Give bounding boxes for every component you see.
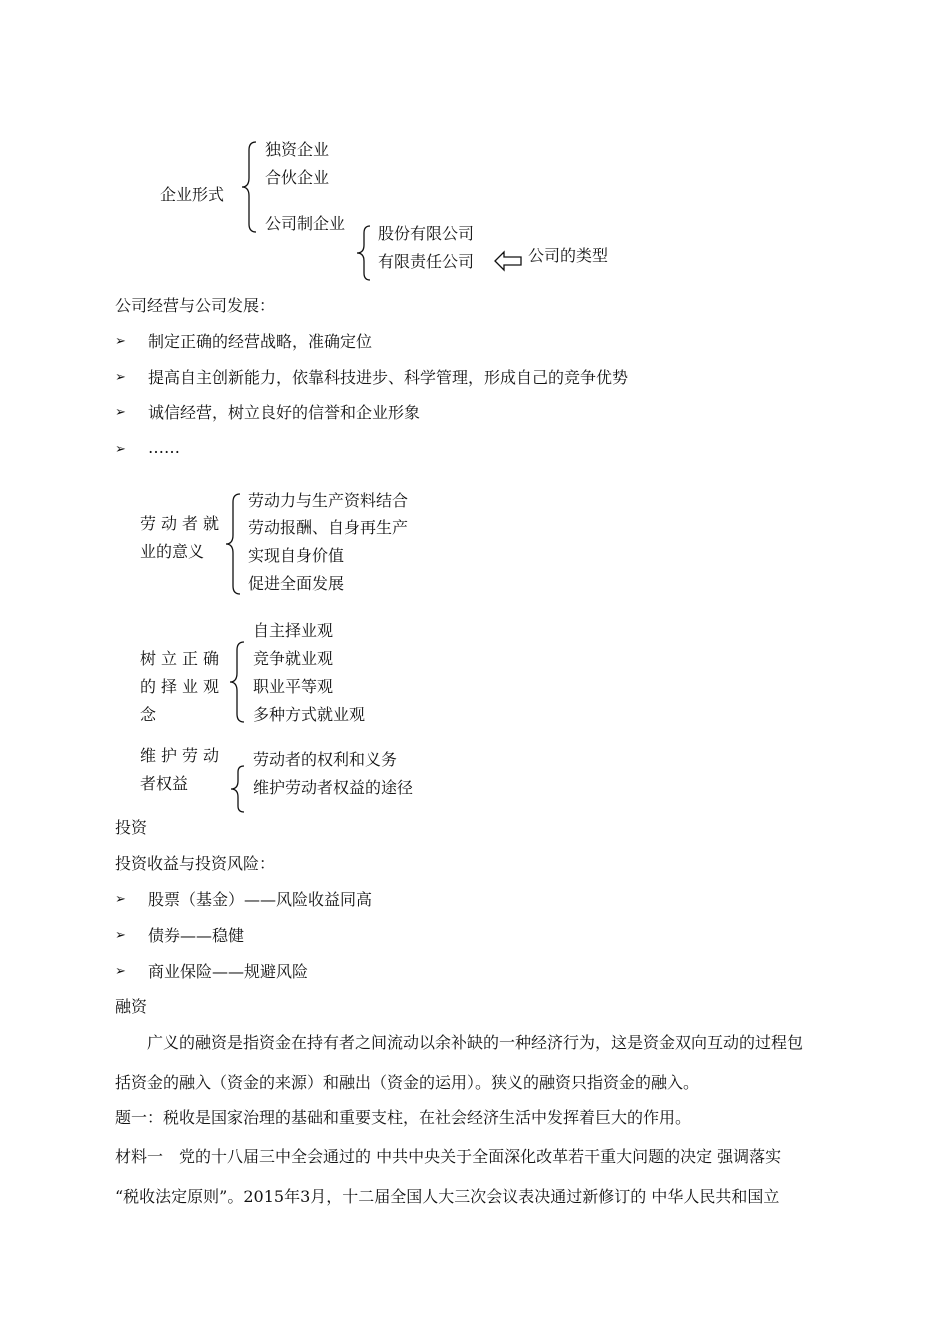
investment-title: 投资 [115,818,148,837]
operation-bullet: 提高自主创新能力，依靠科技进步、科学管理，形成自己的竞争优势 [148,368,629,387]
investment-bullet: 商业保险——规避风险 [148,962,309,981]
employment-item: 实现自身价值 [248,546,345,565]
left-brace-icon [224,492,244,596]
employment-label-line: 劳动者就 [140,514,225,533]
arrowhead-bullet-icon: ➢ [115,928,126,943]
hollow-left-arrow-icon [494,250,522,272]
question-line: 题一：税收是国家治理的基础和重要支柱，在社会经济生活中发挥着巨大的作用。 [115,1108,692,1127]
rights-item: 维护劳动者权益的途径 [253,778,414,797]
left-brace-icon [228,764,248,814]
company-type-item: 股份有限公司 [378,224,475,243]
company-type-arrow-label: 公司的类型 [528,246,609,265]
enterprise-label: 企业形式 [160,185,225,204]
left-brace-icon [240,140,260,234]
arrowhead-bullet-icon: ➢ [115,334,126,349]
arrowhead-bullet-icon: ➢ [115,964,126,979]
operation-bullet: 制定正确的经营战略，准确定位 [148,332,373,351]
operation-bullet: 诚信经营，树立良好的信誉和企业形象 [148,403,421,422]
rights-label-line: 维护劳动 [140,746,225,765]
arrowhead-bullet-icon: ➢ [115,892,126,907]
employment-item: 促进全面发展 [248,574,345,593]
arrowhead-bullet-icon: ➢ [115,442,126,457]
company-type-item: 有限责任公司 [378,252,475,271]
investment-bullet: 债券——稳健 [148,926,245,945]
employment-item: 劳动报酬、自身再生产 [248,518,409,537]
financing-title: 融资 [115,997,148,1016]
operation-bullet: …… [148,438,180,457]
material-line: “税收法定原则”。2015年3月，十二届全国人大三次会议表决通过新修订的 中华人民共和国立 [115,1187,780,1206]
career-item: 职业平等观 [253,677,334,696]
career-label-line: 树立正确 [140,649,225,668]
investment-bullet: 股票（基金）——风险收益同高 [148,890,373,909]
financing-paragraph-line: 括资金的融入（资金的来源）和融出（资金的运用）。狭义的融资只指资金的融入。 [115,1073,700,1092]
financing-paragraph-line: 广义的融资是指资金在持有者之间流动以余补缺的一种经济行为，这是资金双向互动的过程包 [147,1033,804,1052]
investment-heading: 投资收益与投资风险： [115,854,276,873]
enterprise-item: 公司制企业 [265,214,346,233]
career-item: 多种方式就业观 [253,705,366,724]
career-label-line: 的择业观 [140,677,225,696]
arrowhead-bullet-icon: ➢ [115,370,126,385]
left-brace-icon [228,640,248,724]
enterprise-item: 合伙企业 [265,168,330,187]
material-line: 材料一 党的十八届三中全会通过的 中共中央关于全面深化改革若干重大问题的决定 强调落实 [115,1147,782,1166]
left-brace-icon [354,224,374,282]
employment-label-line: 业的意义 [140,542,205,561]
operation-heading: 公司经营与公司发展： [115,296,276,315]
rights-label-line: 者权益 [140,774,189,793]
career-item: 自主择业观 [253,621,334,640]
career-item: 竞争就业观 [253,649,334,668]
career-label-line: 念 [140,705,157,724]
rights-item: 劳动者的权利和义务 [253,750,398,769]
employment-item: 劳动力与生产资料结合 [248,491,409,510]
arrowhead-bullet-icon: ➢ [115,405,126,420]
enterprise-item: 独资企业 [265,140,330,159]
